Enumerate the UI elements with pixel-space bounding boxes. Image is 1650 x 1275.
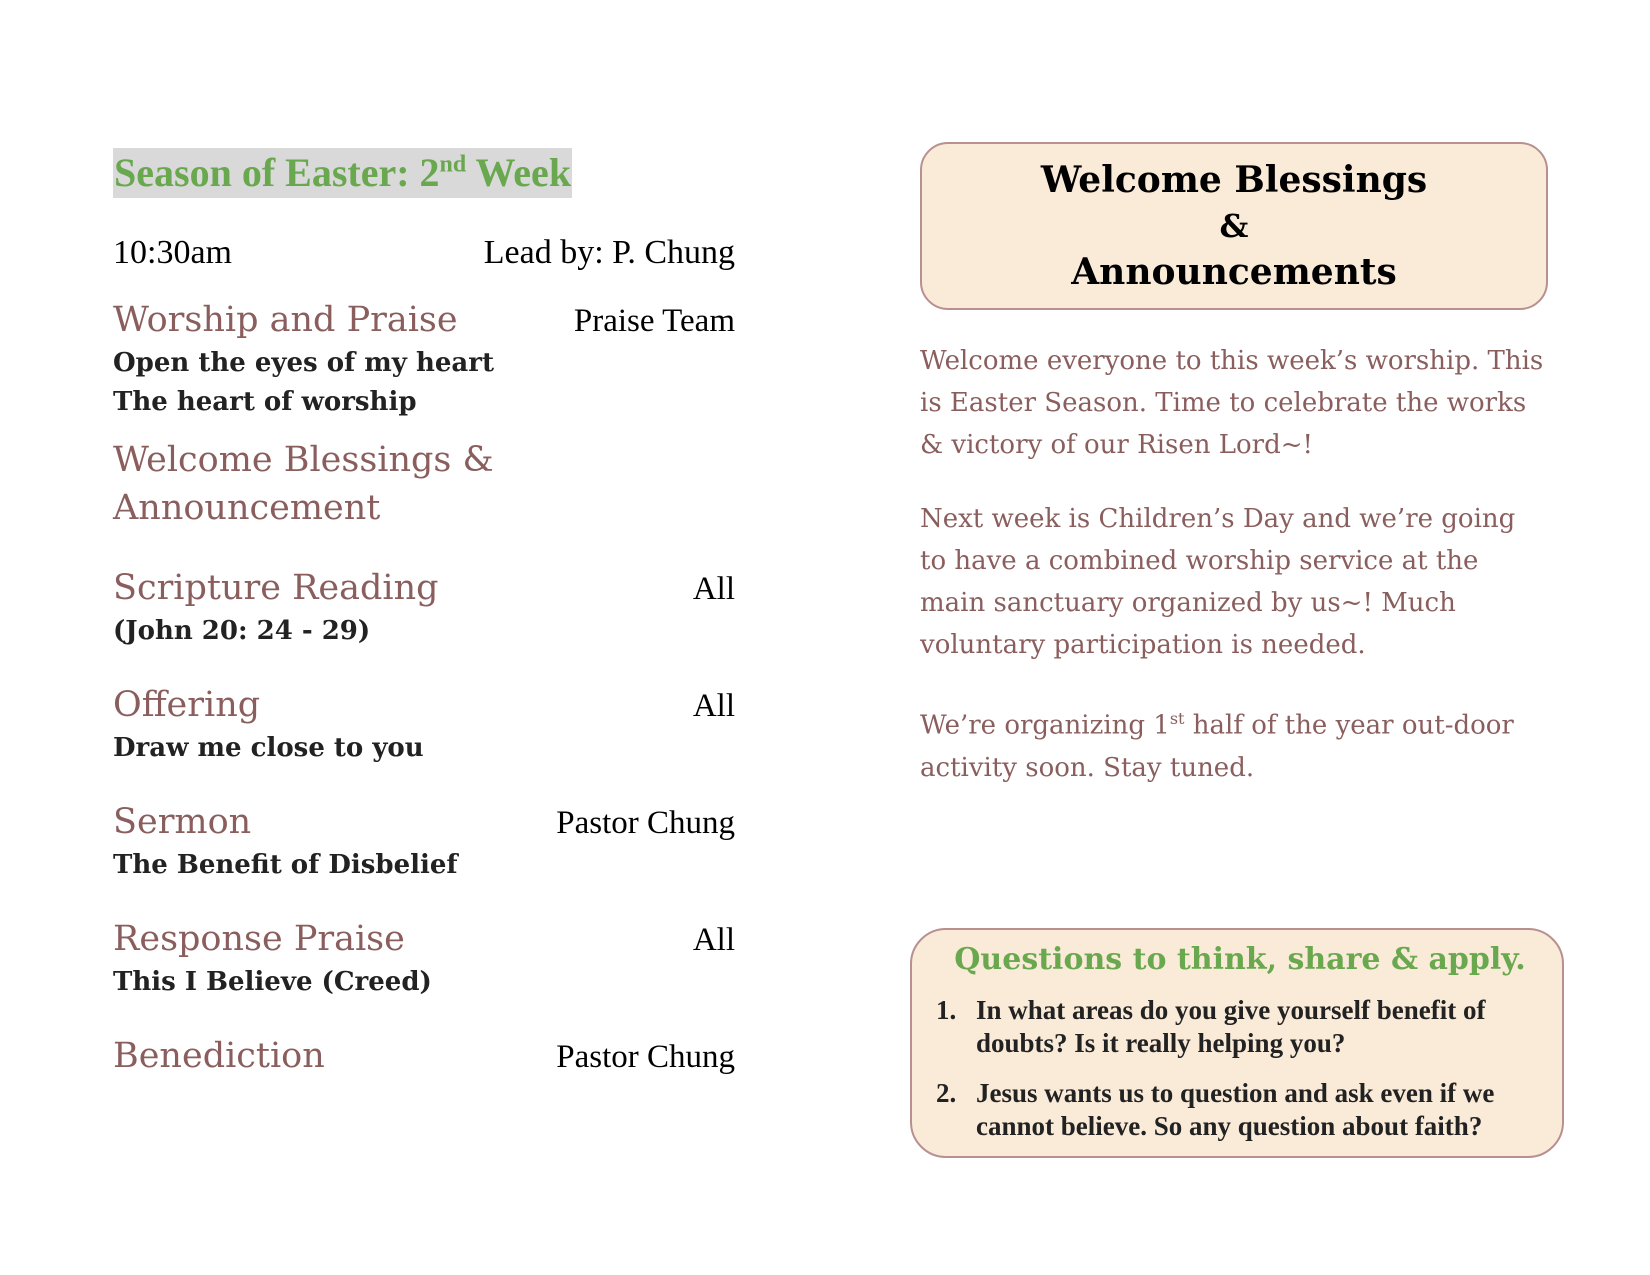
welcome-heading-box <box>920 142 1548 310</box>
service-item-benediction <box>113 1032 735 1080</box>
item-name: Response Praise <box>113 919 405 959</box>
item-leader: All <box>692 688 735 724</box>
page-title: Season of Easter: 2nd Week <box>113 148 572 198</box>
item-name: Scripture Reading <box>113 568 439 608</box>
item-leader: Pastor Chung <box>556 805 735 841</box>
question-item <box>936 994 1544 1060</box>
welcome-heading-line: Welcome Blessings <box>1040 159 1428 201</box>
announcement-paragraph: We’re organizing 1st half of the year out-door activity soon. Stay tuned. <box>920 709 1514 783</box>
question-number: 1. <box>936 995 957 1025</box>
question-text: In what areas do you give yourself benefit of doubts? Is it really helping you? <box>976 995 1486 1058</box>
question-text: Jesus wants us to question and ask even if we cannot believe. So any question about faith? <box>976 1078 1495 1141</box>
welcome-heading-ampersand: & <box>1219 207 1249 245</box>
item-name: Offering <box>113 685 261 725</box>
item-detail: (John 20: 24 - 29) <box>113 616 371 646</box>
item-name: Sermon <box>113 802 252 842</box>
service-item-offering <box>113 681 735 768</box>
service-item-scripture <box>113 564 735 651</box>
item-detail: Draw me close to you <box>113 733 424 763</box>
item-detail: Open the eyes of my heart <box>113 348 494 378</box>
item-detail: The Benefit of Disbelief <box>113 850 458 880</box>
order-of-service <box>113 148 735 1080</box>
announcement-list <box>920 340 1548 789</box>
announcement-paragraph: Next week is Children’s Day and we’re going to have a combined worship service at the main sanctuary organized by us~! Much voluntary participation is needed. <box>920 504 1516 660</box>
service-item-sermon <box>113 798 735 885</box>
item-leader: All <box>692 922 735 958</box>
question-number: 2. <box>936 1078 957 1108</box>
questions-title: Questions to think, share & apply. <box>954 942 1526 977</box>
item-name: Benediction <box>113 1036 325 1076</box>
item-name: Welcome Blessings & Announcement <box>113 440 494 528</box>
questions-box <box>910 928 1564 1158</box>
service-item-response <box>113 915 735 1002</box>
announcement-paragraph: Welcome everyone to this week’s worship. This is Easter Season. Time to celebrate the works & victory of our Risen Lord~! <box>920 346 1544 460</box>
service-info <box>113 234 735 272</box>
item-detail: This I Believe (Creed) <box>113 967 432 997</box>
item-leader: Praise Team <box>573 303 735 339</box>
question-item <box>936 1077 1544 1143</box>
service-item-worship <box>113 296 735 422</box>
welcome-heading-line: Announcements <box>1071 251 1397 293</box>
item-detail: The heart of worship <box>113 387 417 417</box>
service-item-welcome <box>113 436 735 532</box>
announcements-column <box>920 142 1548 821</box>
service-leader: Lead by: P. Chung <box>483 234 735 271</box>
item-leader: All <box>692 571 735 607</box>
item-leader: Pastor Chung <box>556 1039 735 1075</box>
item-name: Worship and Praise <box>113 300 458 340</box>
service-time: 10:30am <box>113 234 232 271</box>
